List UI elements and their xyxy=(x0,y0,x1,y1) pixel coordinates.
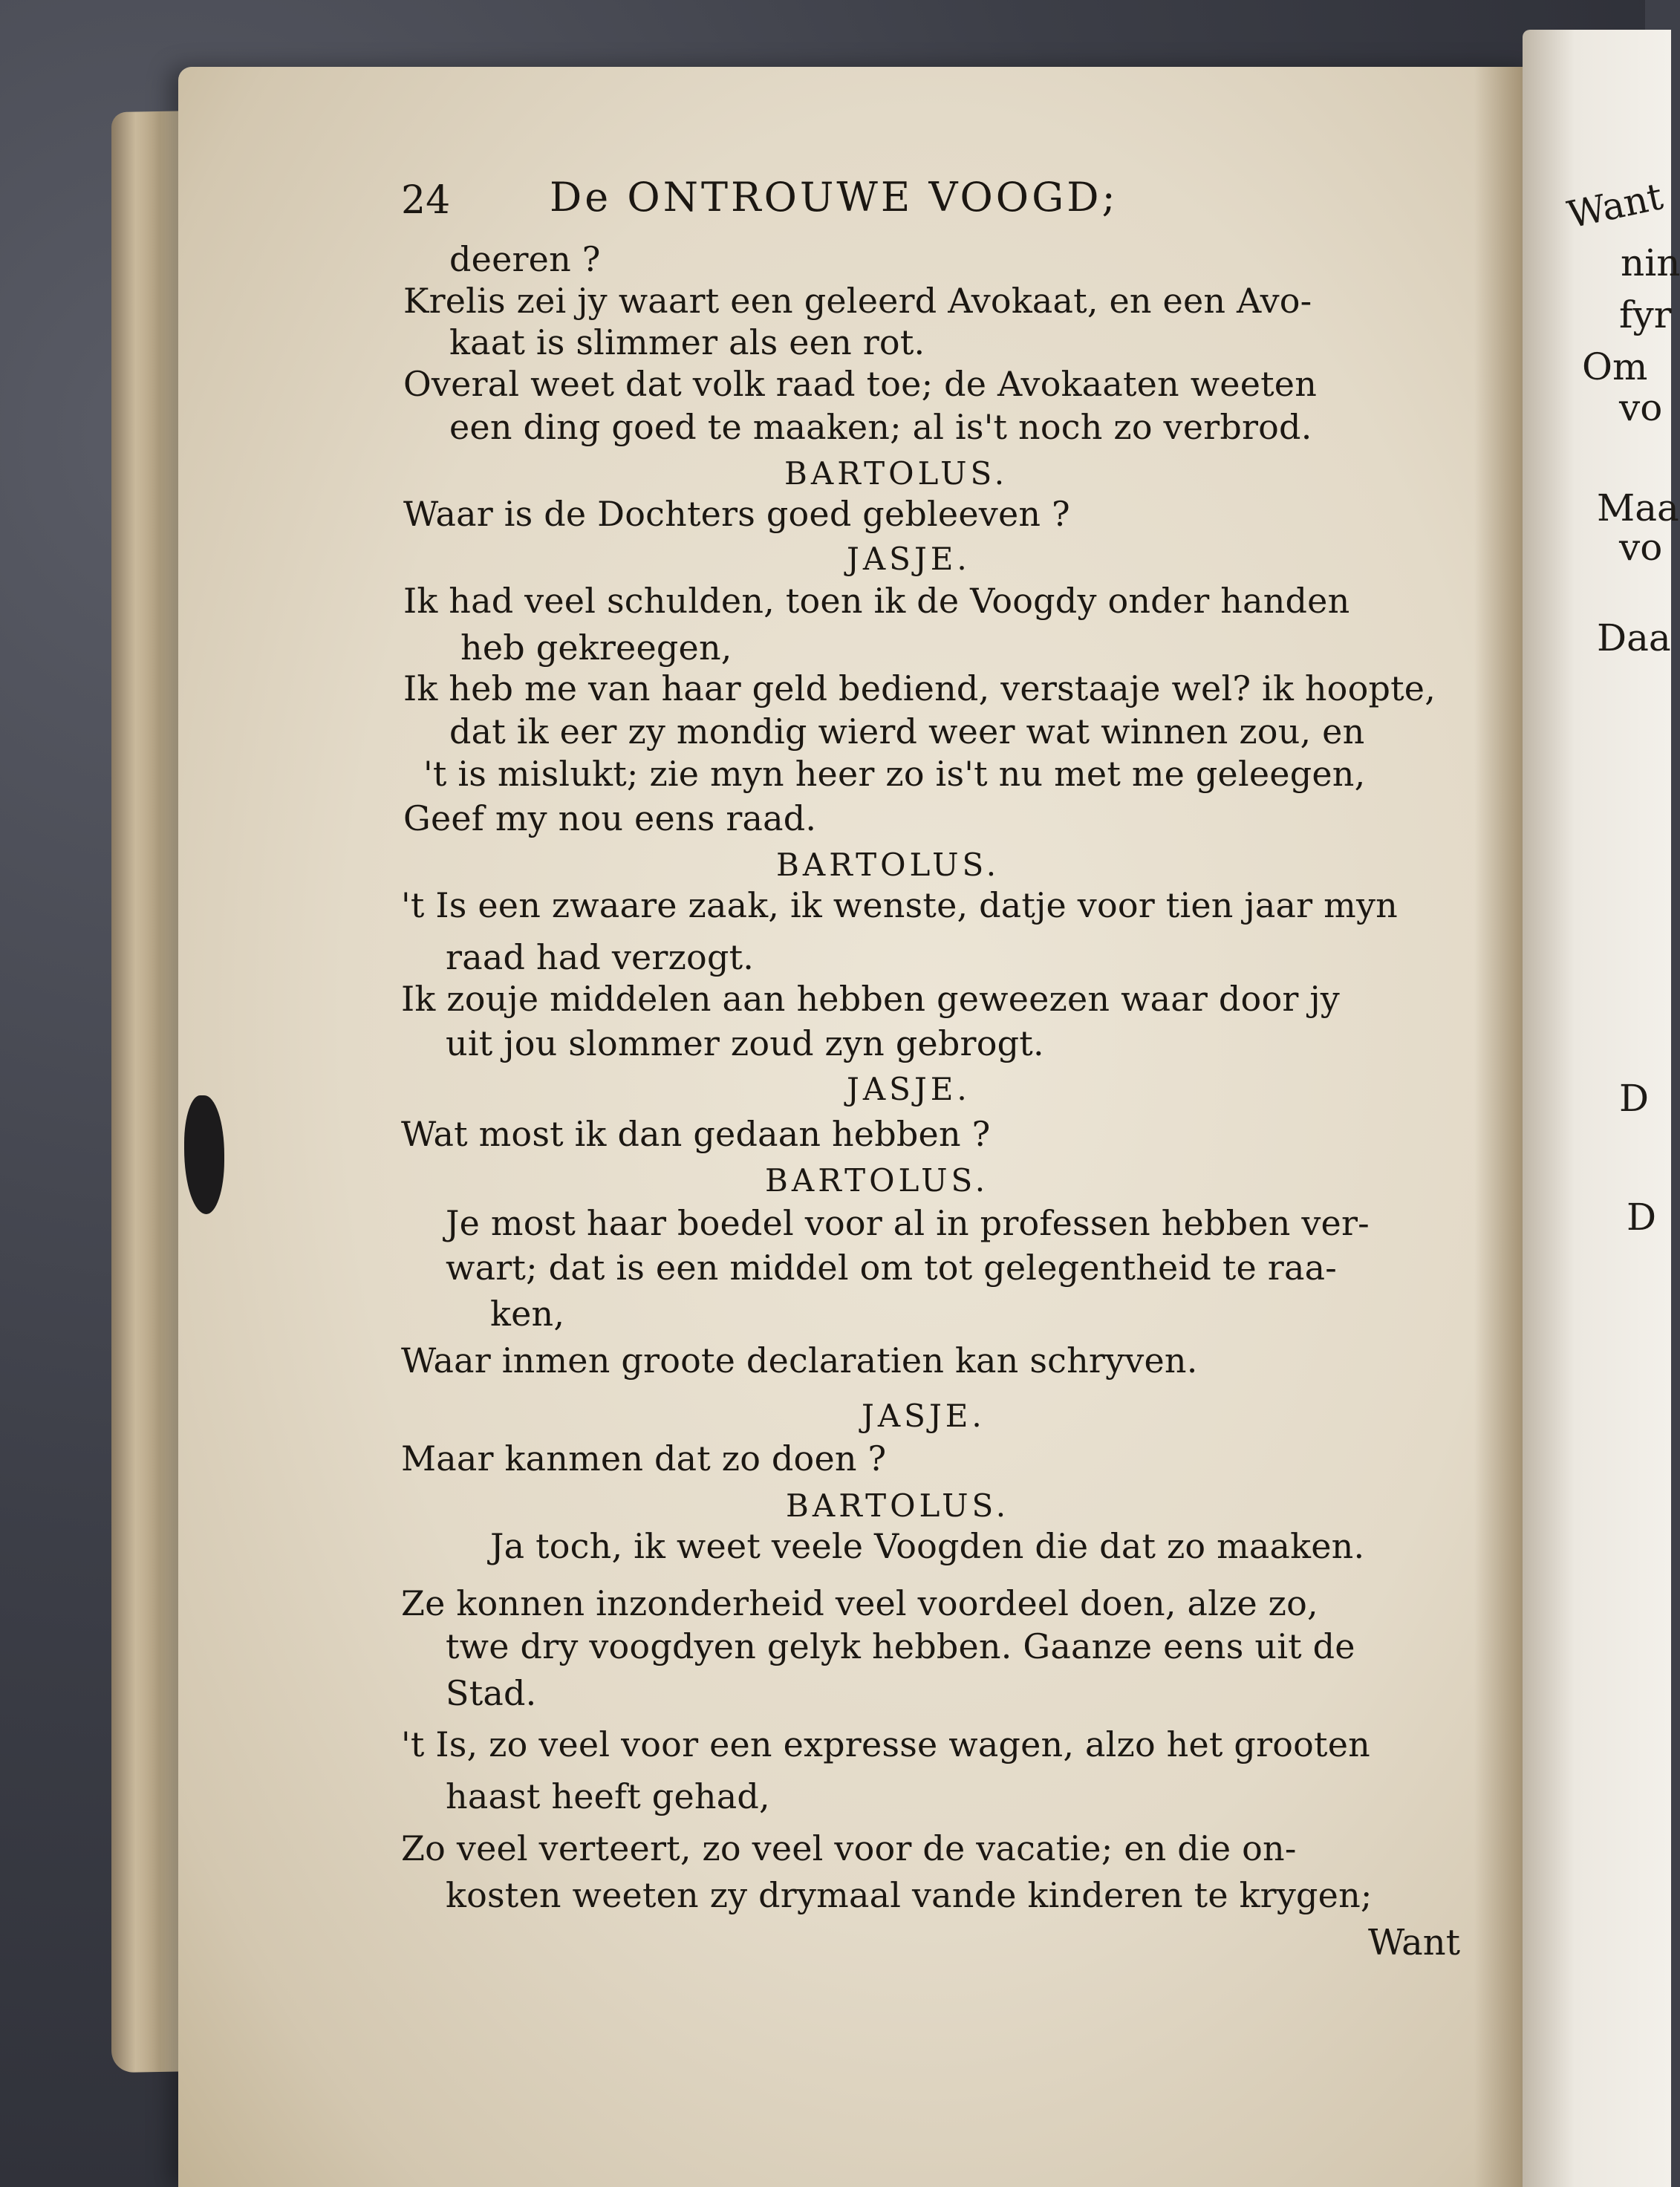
text-line: dat ik eer zy mondig wierd weer wat winnen zou, en xyxy=(449,711,1365,752)
facing-page-fragment: D xyxy=(1619,1077,1650,1120)
page-number: 24 xyxy=(401,178,451,223)
facing-page xyxy=(1523,30,1680,2187)
text-line: Krelis zei jy waart een geleerd Avokaat, en een Avo- xyxy=(403,281,1312,321)
text-line: haast heeft gehad, xyxy=(446,1776,770,1816)
text-line: Stad. xyxy=(446,1673,537,1713)
text-line: deeren ? xyxy=(449,239,601,279)
facing-page-fragment: vo xyxy=(1619,386,1663,429)
text-line: ken, xyxy=(490,1294,565,1334)
facing-page-fragment: Daa xyxy=(1597,616,1671,659)
text-line: raad had verzogt. xyxy=(446,937,755,977)
facing-page-fragment: vo xyxy=(1619,526,1663,569)
speaker-name: JASJE. xyxy=(847,1071,971,1107)
running-title: De ONTROUWE VOOGD; xyxy=(550,174,1119,221)
text-line: Ik had veel schulden, toen ik de Voogdy onder handen xyxy=(403,581,1350,621)
text-line: Ik heb me van haar geld bediend, verstaaje wel? ik hoopte, xyxy=(403,668,1436,708)
text-line: Waar inmen groote declaratien kan schryven. xyxy=(401,1340,1198,1381)
speaker-name: BARTOLUS. xyxy=(784,455,1009,492)
text-line: kosten weeten zy drymaal vande kinderen te krygen; xyxy=(446,1875,1373,1915)
catchword: Want xyxy=(1368,1922,1460,1963)
text-line: Ze konnen inzonderheid veel voordeel doen, alze zo, xyxy=(401,1583,1318,1623)
text-line: twe dry voogdyen gelyk hebben. Gaanze eens uit de xyxy=(446,1626,1355,1666)
speaker-name: BARTOLUS. xyxy=(786,1487,1010,1524)
text-line: Maar kanmen dat zo doen ? xyxy=(401,1438,887,1479)
text-line: 't Is, zo veel voor een expresse wagen, alzo het grooten xyxy=(401,1724,1370,1764)
text-line: 't Is een zwaare zaak, ik wenste, datje voor tien jaar myn xyxy=(401,885,1399,925)
text-line: Overal weet dat volk raad toe; de Avokaaten weeten xyxy=(403,364,1318,404)
text-line: Geef my nou eens raad. xyxy=(403,798,817,838)
text-line: uit jou slommer zoud zyn gebrogt. xyxy=(446,1023,1044,1063)
speaker-name: BARTOLUS. xyxy=(765,1162,989,1199)
text-line: Ik zouje middelen aan hebben geweezen waar door jy xyxy=(401,979,1340,1019)
text-line: Je most haar boedel voor al in professen hebben ver- xyxy=(446,1203,1370,1243)
facing-page-fragment: nin xyxy=(1621,241,1680,284)
text-line: 't is mislukt; zie myn heer zo is't nu met me geleegen, xyxy=(423,754,1366,794)
speaker-name: BARTOLUS. xyxy=(776,847,1000,883)
text-line: Wat most ik dan gedaan hebben ? xyxy=(401,1114,991,1154)
text-line: heb gekreegen, xyxy=(460,628,732,668)
text-line: wart; dat is een middel om tot gelegentheid te raa- xyxy=(446,1248,1337,1288)
text-line: een ding goed te maaken; al is't noch zo verbrod. xyxy=(449,407,1312,447)
speaker-name: JASJE. xyxy=(862,1398,986,1434)
facing-page-fragment: fyr xyxy=(1619,293,1672,336)
text-line: Waar is de Dochters goed gebleeven ? xyxy=(403,494,1070,534)
text-line: Ja toch, ik weet veele Voogden die dat zo maaken. xyxy=(490,1526,1365,1566)
text-line: Zo veel verteert, zo veel voor de vacatie; en die on- xyxy=(401,1828,1297,1868)
facing-page-fragment: Om xyxy=(1582,345,1648,388)
text-line: kaat is slimmer als een rot. xyxy=(449,322,925,362)
facing-page-fragment: D xyxy=(1627,1196,1657,1239)
facing-page-fragment: Want xyxy=(1563,175,1667,237)
facing-page-fragment: Maa xyxy=(1597,486,1679,529)
speaker-name: JASJE. xyxy=(847,541,971,577)
